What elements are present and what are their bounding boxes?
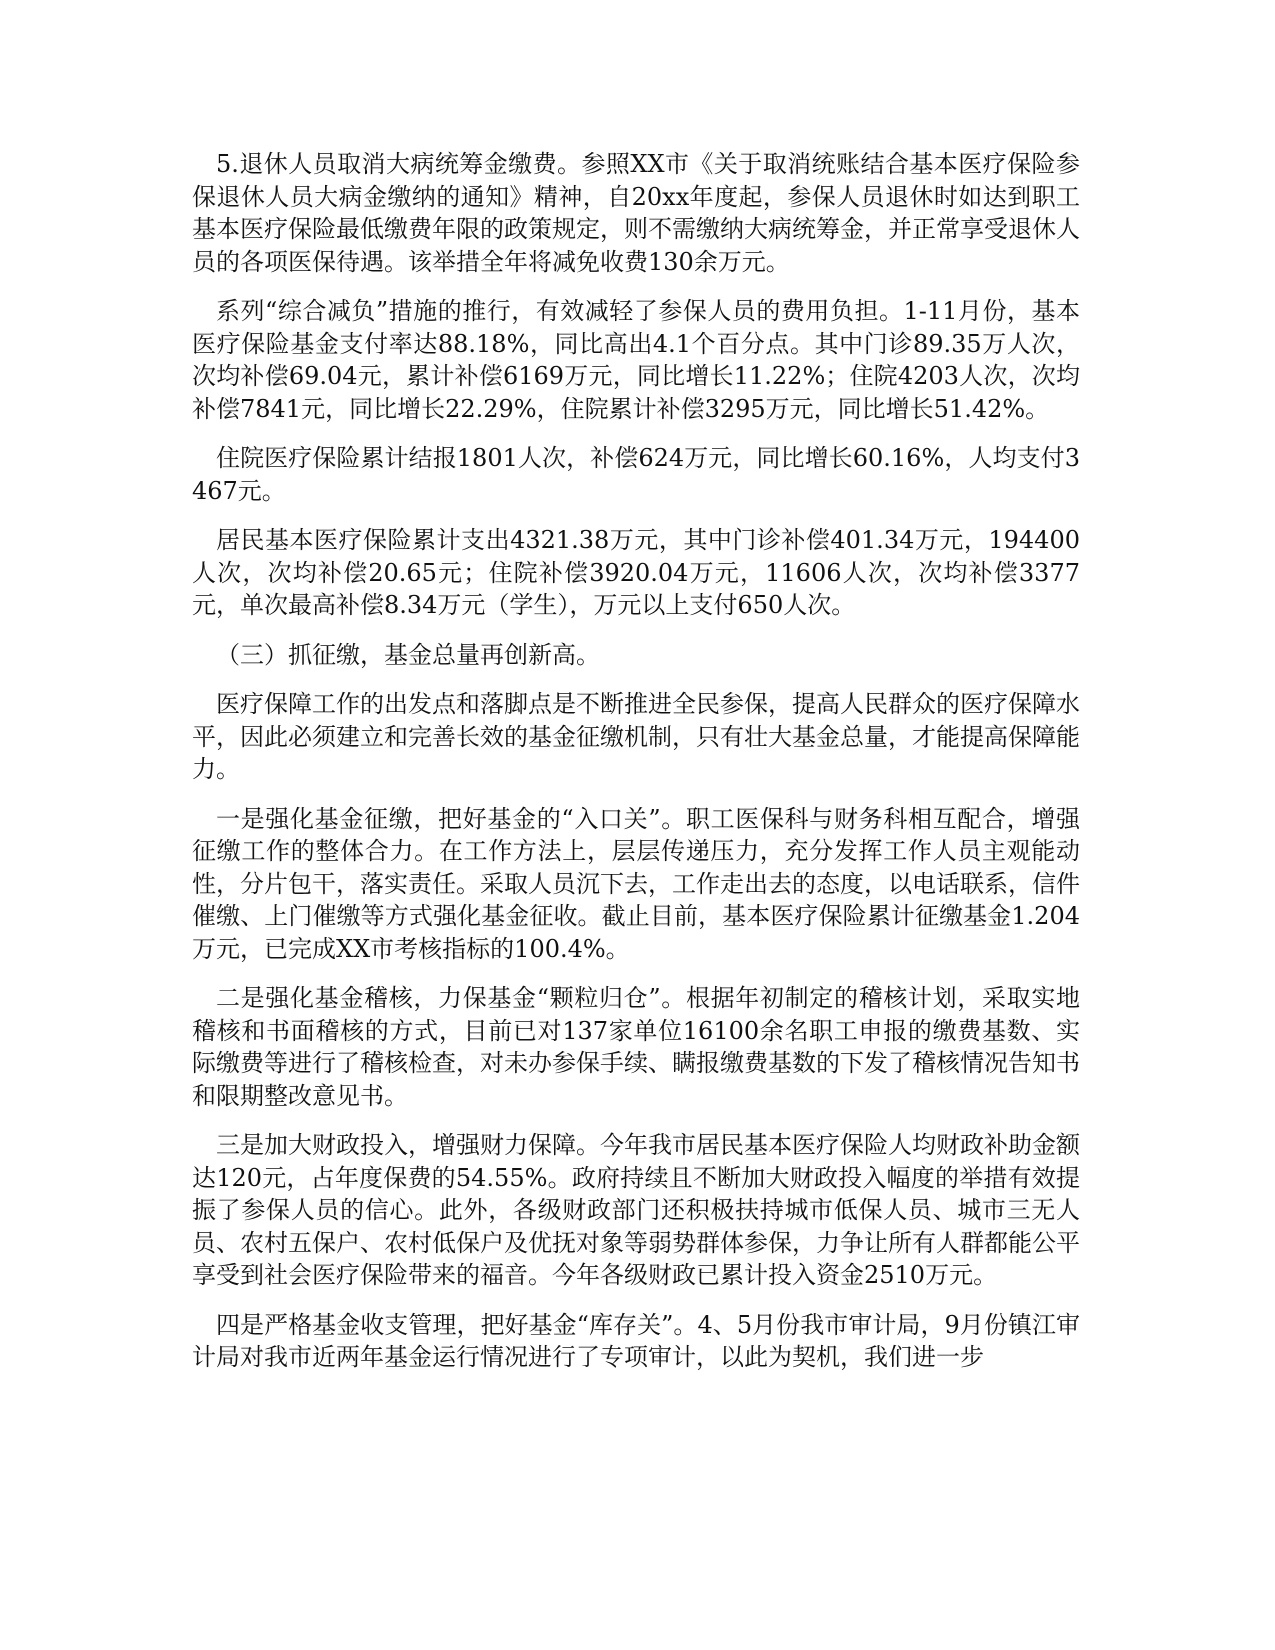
paragraph-hospitalization-insurance: 住院医疗保险累计结报1801人次，补偿624万元，同比增长60.16%，人均支付3467元。 bbox=[192, 444, 1080, 505]
section-heading-collection: （三）抓征缴，基金总量再创新高。 bbox=[216, 640, 600, 669]
paragraph-fund-audit: 二是强化基金稽核，力保基金“颗粒归仓”。根据年初制定的稽核计划，采取实地稽核和书面稽核的方式，目前已对137家单位16100余名职工申报的缴费基数、实际缴费等进行了稽核检查，对未办参保手续、瞒报缴费基数的下发了稽核情况告知书和限期整改意见书。 bbox=[192, 984, 1080, 1110]
paragraph-burden-reduction-stats: 系列“综合减负”措施的推行，有效减轻了参保人员的费用负担。1-11月份，基本医疗保险基金支付率达88.18%，同比高出4.1个百分点。其中门诊89.35万人次，次均补偿69.04元，累计补偿6169万元，同比增长11.22%；住院4203人次，次均补偿7841元，同比增长22.29%，住院累计补偿3295万元，同比增长51.42%。 bbox=[192, 297, 1080, 423]
paragraph-resident-insurance-spending: 居民基本医疗保险累计支出4321.38万元，其中门诊补偿401.34万元，194400人次，次均补偿20.65元；住院补偿3920.04万元，11606人次，次均补偿3377元，单次最高补偿8.34万元（学生），万元以上支付650人次。 bbox=[192, 526, 1080, 619]
paragraph-collection-intro: 医疗保障工作的出发点和落脚点是不断推进全民参保，提高人民群众的医疗保障水平，因此必须建立和完善长效的基金征缴机制，只有壮大基金总量，才能提高保障能力。 bbox=[192, 690, 1080, 783]
paragraph-fiscal-investment: 三是加大财政投入，增强财力保障。今年我市居民基本医疗保险人均财政补助金额达120元，占年度保费的54.55%。政府持续且不断加大财政投入幅度的举措有效提振了参保人员的信心。此外，各级财政部门还积极扶持城市低保人员、城市三无人员、农村五保户、农村低保户及优抚对象等弱势群体参保，力争让所有人群都能公平享受到社会医疗保险带来的福音。今年各级财政已累计投入资金2510万元。 bbox=[192, 1131, 1080, 1289]
paragraph-fund-management: 四是严格基金收支管理，把好基金“库存关”。4、5月份我市审计局，9月份镇江审计局对我市近两年基金运行情况进行了专项审计，以此为契机，我们进一步 bbox=[192, 1310, 1080, 1371]
document-body bbox=[192, 148, 1080, 1391]
paragraph-strengthen-collection: 一是强化基金征缴，把好基金的“入口关”。职工医保科与财务科相互配合，增强征缴工作的整体合力。在工作方法上，层层传递压力，充分发挥工作人员主观能动性，分片包干，落实责任。采取人员沉下去，工作走出去的态度，以电话联系，信件催缴、上门催缴等方式强化基金征收。截止目前，基本医疗保险累计征缴基金1.204万元，已完成XX市考核指标的100.4%。 bbox=[192, 804, 1080, 963]
paragraph-retiree-fee-exemption: 5.退休人员取消大病统筹金缴费。参照XX市《关于取消统账结合基本医疗保险参保退休人员大病金缴纳的通知》精神，自20xx年度起，参保人员退休时如达到职工基本医疗保险最低缴费年限的政策规定，则不需缴纳大病统筹金，并正常享受退休人员的各项医保待遇。该举措全年将减免收费130余万元。 bbox=[192, 150, 1080, 276]
